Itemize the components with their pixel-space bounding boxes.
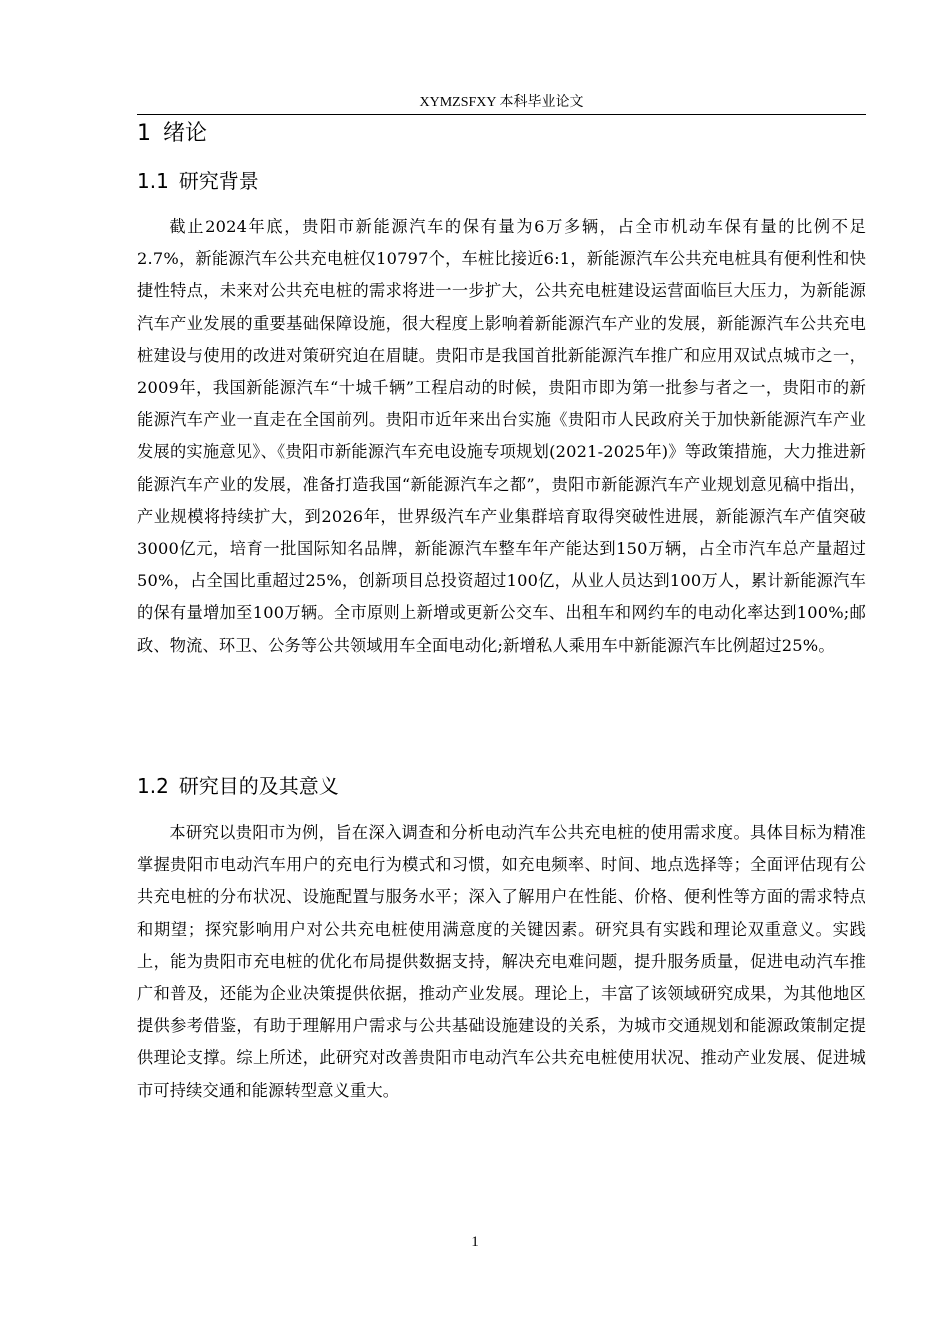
section-title: 研究目的及其意义: [178, 774, 339, 798]
section-paragraph-background: 截止2024年底，贵阳市新能源汽车的保有量为6万多辆，占全市机动车保有量的比例不足2.7%，新能源汽车公共充电桩仅10797个，车桩比接近6:1，新能源汽车公共充电桩具有便利性和快捷性特点，未来对公共充电桩的需求将进一一步扩大，公共充电桩建设运营面临巨大压力，为新能源汽车产业发展的重要基础保障设施，很大程度上影响着新能源汽车产业的发展，新能源汽车公共充电桩建设与使用的改进对策研究迫在眉睫。贵阳市是我国首批新能源汽车推广和应用双试点城市之一，2009年，我国新能源汽车“十城千辆”工程启动的时候，贵阳市即为第一批参与者之一，贵阳市的新能源汽车产业一直走在全国前列。贵阳市近年来出台实施《贵阳市人民政府关于加快新能源汽车产业发展的实施意见》、《贵阳市新能源汽车充电设施专项规划(2021-2025年)》等政策措施，大力推进新能源汽车产业的发展，准备打造我国“新能源汽车之都”，贵阳市新能源汽车产业规划意见稿中指出，产业规模将持续扩大，到2026年，世界级汽车产业集群培育取得突破性进展，新能源汽车产值突破3000亿元，培育一批国际知名品牌，新能源汽车整车年产能达到150万辆，占全市汽车总产量超过50%，占全国比重超过25%，创新项目总投资超过100亿，从业人员达到100万人，累计新能源汽车的保有量增加至100万辆。全市原则上新增或更新公交车、出租车和网约车的电动化率达到100%;邮政、物流、环卫、公务等公共领域用车全面电动化;新增私人乘用车中新能源汽车比例超过25%。: [137, 217, 866, 655]
chapter-heading: [137, 118, 207, 150]
section-heading-background: [137, 166, 259, 196]
section-heading-purpose: [137, 771, 339, 801]
page-number: 1: [471, 1234, 479, 1250]
running-header: XYMZSFXY 本科毕业论文: [419, 95, 584, 110]
section-title: 研究背景: [178, 169, 259, 193]
header-rule: [137, 114, 866, 115]
section-number: 1.1: [137, 169, 169, 193]
section-paragraph-purpose: 本研究以贵阳市为例，旨在深入调查和分析电动汽车公共充电桩的使用需求度。具体目标为精准掌握贵阳市电动汽车用户的充电行为模式和习惯，如充电频率、时间、地点选择等；全面评估现有公共充电桩的分布状况、设施配置与服务水平；深入了解用户在性能、价格、便利性等方面的需求特点和期望；探究影响用户对公共充电桩使用满意度的关键因素。研究具有实践和理论双重意义。实践上，能为贵阳市充电桩的优化布局提供数据支持，解决充电难问题，提升服务质量，促进电动汽车推广和普及，还能为企业决策提供依据，推动产业发展。理论上，丰富了该领域研究成果，为其他地区提供参考借鉴，有助于理解用户需求与公共基础设施建设的关系，为城市交通规划和能源政策制定提供理论支撑。综上所述，此研究对改善贵阳市电动汽车公共充电桩使用状况、推动产业发展、促进城市可持续交通和能源转型意义重大。: [137, 823, 866, 1100]
chapter-number: 1: [137, 121, 151, 146]
chapter-title: 绪论: [163, 121, 208, 146]
section-number: 1.2: [137, 774, 169, 798]
